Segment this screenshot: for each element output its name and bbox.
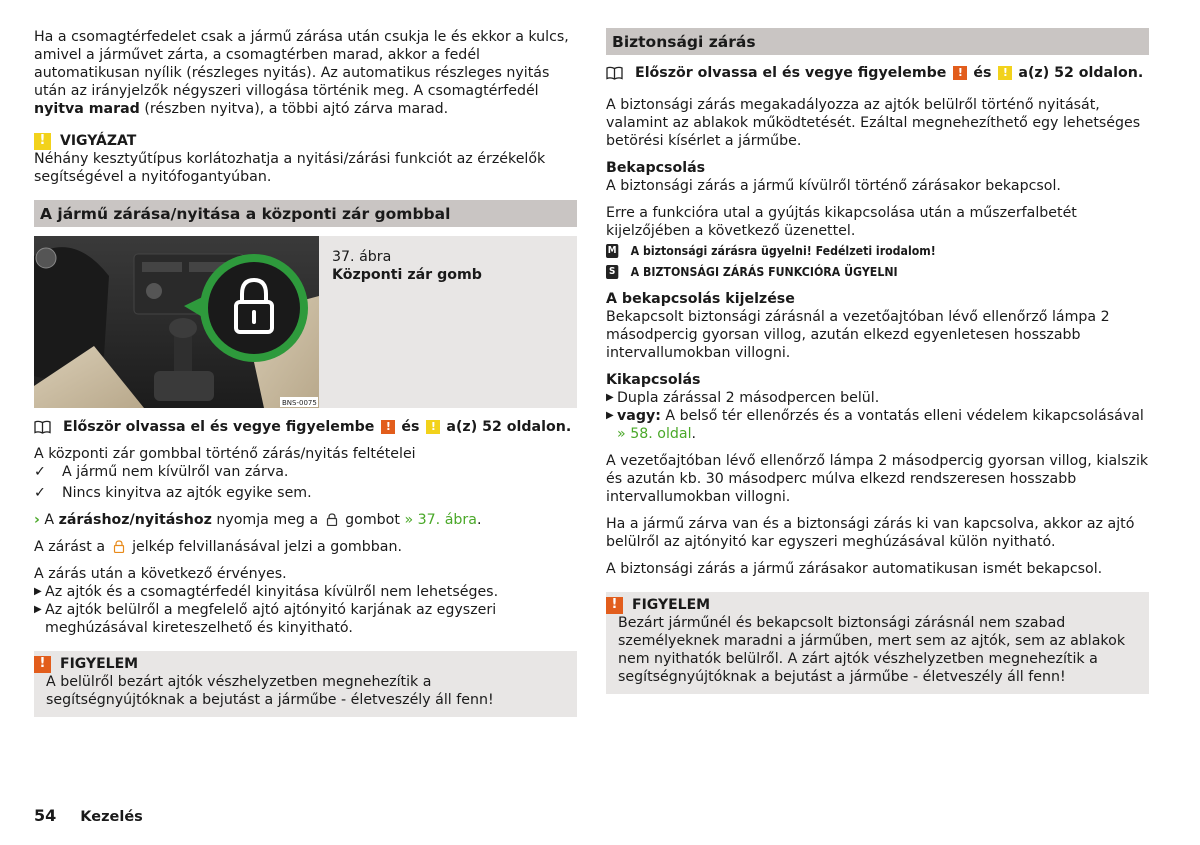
section-heading-safe-lock: Biztonsági zárás bbox=[606, 28, 1149, 55]
warning-box bbox=[606, 592, 1149, 694]
warning-box bbox=[34, 651, 577, 717]
section-heading-central-lock: A jármű zárása/nyitása a központi zár gombbal bbox=[34, 200, 577, 227]
caution-title: VIGYÁZAT bbox=[60, 133, 137, 149]
read-first-note: Először olvassa el és vegye figyelembe ! és ! a(z) 52 oldalon. bbox=[606, 64, 1149, 82]
left-column bbox=[34, 28, 577, 717]
page-number: 54 bbox=[34, 806, 57, 825]
central-lock-button-image bbox=[34, 236, 319, 408]
lamp-paragraph: A vezetőajtóban lévő ellenőrző lámpa 2 másodpercig gyorsan villog, kialszik és azután kb. 30 másodperc múlva elkezd rendszeresen hosszabb intervallumokban villogni. bbox=[606, 453, 1149, 505]
after-item: ▶ Az ajtók belülről a megfelelő ajtó ajtónyitó karjának az egyszeri meghúzásával kireteszelhető és kinyitható. bbox=[34, 602, 497, 636]
segment-display-icon: S bbox=[606, 265, 618, 279]
figure-code: BNS-0075 bbox=[282, 399, 317, 407]
caution-icon: ! bbox=[426, 420, 440, 434]
deactivation-item: ▶ vagy: A belső tér ellenőrzés és a vontatás elleni védelem kikapcsolásával » 58. oldal. bbox=[606, 408, 1144, 442]
warning-icon: ! bbox=[381, 420, 395, 434]
indicator-title: A bekapcsolás kijelzése bbox=[606, 291, 795, 307]
checkmark-icon: ✓ bbox=[34, 485, 46, 501]
lock-button-icon bbox=[325, 513, 339, 527]
intro-paragraph: Ha a csomagtérfedelet csak a jármű zárása után csukja le és ekkor a kulcs, amivel a járművet zárta, a csomagtérben marad, akkor a fedél automatikusan nyílik (részleges nyitás). Az automatikus részleges nyitás után az irányjelzők négyszeri villogása történik meg. A csomagtérfedél nyitva marad (részben nyitva), a többi ajtó zárva marad. bbox=[34, 29, 569, 117]
figure-title: Központi zár gomb bbox=[332, 267, 482, 283]
after-item: ▶ Az ajtók és a csomagtérfedél kinyitása kívülről nem lehetséges. bbox=[34, 584, 499, 600]
lock-symbol-icon bbox=[112, 540, 126, 554]
display-message: S A BIZTONSÁGI ZÁRÁS FUNKCIÓRA ÜGYELNI bbox=[606, 263, 1084, 281]
warning-text: A belülről bezárt ajtók vészhelyzetben megnehezítik a segítségnyújtóknak a bejutást a járműbe - életveszély áll fenn! bbox=[46, 674, 494, 708]
deactivation-title: Kikapcsolás bbox=[606, 372, 701, 388]
warning-text: Bezárt járműnél és bekapcsolt biztonsági zárásnál nem szabad személyeknek maradni a járműben, mert sem az ajtók, sem az ablakok nem nyithatók belülről. A zárt ajtók vészhelyzetben megnehezítik a segítségnyújtóknak a bejutást a járműbe - életveszély áll fenn! bbox=[618, 615, 1126, 685]
activation-title: Bekapcsolás bbox=[606, 160, 706, 176]
right-column bbox=[606, 28, 1149, 694]
caution-icon: ! bbox=[34, 133, 51, 150]
signal-paragraph: A zárást a jelkép felvillanásával jelzi a gombban. bbox=[34, 539, 402, 555]
instruction-step: › A záráshoz/nyitáshoz nyomja meg a gombot » 37. ábra. bbox=[34, 512, 482, 528]
indicator-text: Bekapcsolt biztonsági zárásnál a vezetőajtóban lévő ellenőrző lámpa 2 másodpercig gyorsan villog, azután elkezd egyenletesen hosszabb intervallumokban villogni. bbox=[606, 309, 1110, 361]
after-intro: A zárás után a következő érvényes. bbox=[34, 566, 287, 582]
warning-heading: ! FIGYELEM bbox=[606, 596, 1149, 614]
safe-lock-description: A biztonsági zárás megakadályozza az ajtók belülről történő nyitását, valamint az ablakok működtetését. Ezáltal megnehezíthető egy lehetséges betörési kísérlet a járműbe. bbox=[606, 97, 1141, 149]
figure-link[interactable]: » 37. ábra bbox=[404, 512, 477, 528]
warning-icon: ! bbox=[606, 597, 623, 614]
figure-caption bbox=[319, 236, 482, 408]
auto-paragraph: A biztonsági zárás a jármű zárásakor automatikusan ismét bekapcsol. bbox=[606, 561, 1103, 577]
conditions-intro: A központi zár gombbal történő zárás/nyitás feltételei bbox=[34, 446, 416, 462]
read-first-note: Először olvassa el és vegye figyelembe ! és ! a(z) 52 oldalon. bbox=[34, 418, 577, 436]
step-arrow-icon: › bbox=[34, 512, 40, 528]
warning-icon: ! bbox=[953, 66, 967, 80]
activation-text: A biztonsági zárás a jármű kívülről történő zárásakor bekapcsol. bbox=[606, 178, 1061, 194]
condition-item: ✓ Nincs kinyitva az ajtók egyike sem. bbox=[34, 485, 312, 501]
page-link[interactable]: » 58. oldal bbox=[617, 426, 692, 442]
caution-heading bbox=[34, 132, 577, 150]
page-footer bbox=[34, 806, 143, 825]
condition-item: ✓ A jármű nem kívülről van zárva. bbox=[34, 464, 289, 480]
open-paragraph: Ha a jármű zárva van és a biztonsági zárás ki van kapcsolva, akkor az ajtó belülről az ajtónyitó kar egyszeri meghúzásával külön nyitható. bbox=[606, 516, 1135, 550]
maxi-dot-icon: M bbox=[607, 245, 617, 256]
figure-37 bbox=[34, 236, 577, 408]
display-message: M A biztonsági zárásra ügyelni! Fedélzeti irodalom! bbox=[607, 243, 936, 258]
book-icon bbox=[606, 66, 623, 80]
warning-icon: ! bbox=[34, 656, 51, 673]
deactivation-item: ▶ Dupla zárással 2 másodpercen belül. bbox=[606, 390, 880, 406]
warning-heading: ! FIGYELEM bbox=[34, 655, 577, 673]
caution-icon: ! bbox=[998, 66, 1012, 80]
caution-text: Néhány kesztyűtípus korlátozhatja a nyitási/zárási funkciót az érzékelők segítségével a nyitófogantyúban. bbox=[34, 151, 546, 185]
footer-section: Kezelés bbox=[80, 809, 143, 825]
figure-number: 37. ábra bbox=[332, 249, 392, 265]
checkmark-icon: ✓ bbox=[34, 464, 46, 480]
display-text: Erre a funkcióra utal a gyújtás kikapcsolása után a műszerfalbetét kijelzőjében a következő üzenettel. bbox=[606, 205, 1077, 239]
book-icon bbox=[34, 420, 51, 434]
